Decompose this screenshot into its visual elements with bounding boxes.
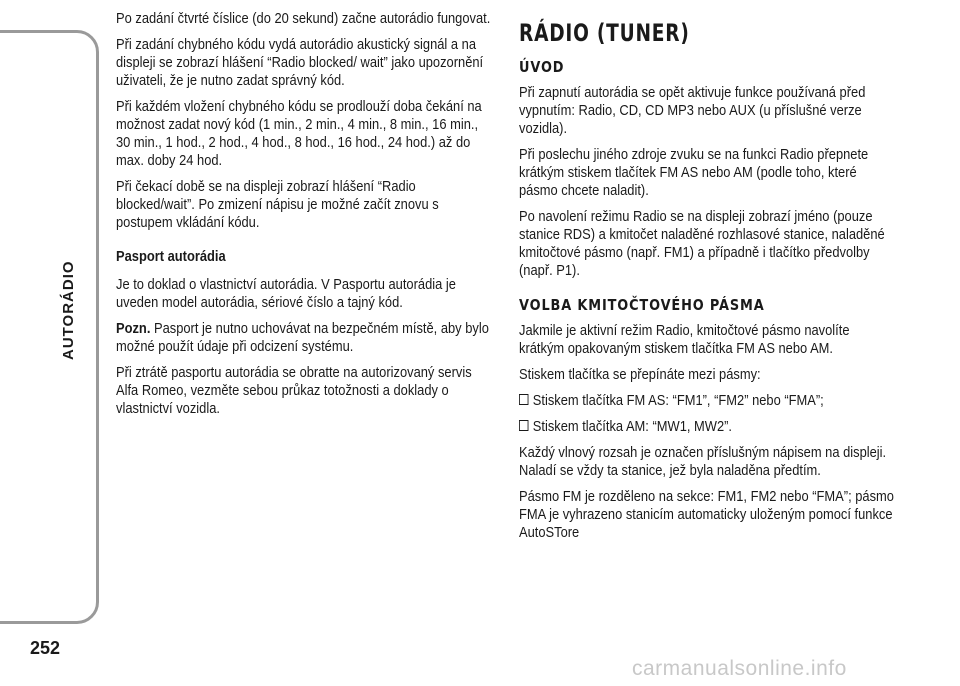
sidebar [0,0,101,686]
left-column [116,10,492,426]
note-label: Pozn. [116,320,151,337]
bullet-item [519,392,897,410]
checkbox-bullet-icon [519,420,528,431]
watermark: carmanualsonline.info [632,657,847,680]
paragraph: Při čekací době se na displeji zobrazí hlášení “Radio blocked/wait”. Po zmizení nápisu je možné začít znovu s postupem vkládání kódu. [116,178,439,231]
paragraph: Po navolení režimu Radio se na displeji zobrazí jméno (pouze stanice RDS) a kmitočet naladěné rozhlasové stanice, naladěné kmitočtové pásmo (např. FM1) a případně i tlačítko předvolby (např. P1). [519,208,885,279]
section-tab [0,30,99,624]
note-paragraph [116,320,492,356]
checkbox-bullet-icon [519,394,528,405]
section-title: AUTORÁDIO [60,260,77,360]
bullet-text: Stiskem tlačítka FM AS: “FM1”, “FM2” nebo “FMA”; [532,392,824,409]
heading-radio-tuner: RÁDIO (TUNER) [519,19,690,47]
paragraph: Při poslechu jiného zdroje zvuku se na funkci Radio přepnete krátkým stiskem tlačítek FM AS nebo AM (podle toho, které pásmo chcete naladit). [519,146,869,199]
paragraph: Při zadání chybného kódu vydá autorádio akustický signál a na displeji se zobrazí hlášení “Radio blocked/ wait” jako upozornění uživateli, že je nutno zadat správný kód. [116,36,484,89]
heading-volba: VOLBA KMITOČTOVÉHO PÁSMA [519,296,765,314]
paragraph: Při každém vložení chybného kódu se prodlouží doba čekání na možnost zadat nový kód (1 min., 2 min., 4 min., 8 min., 16 min., 30 min., 1 hod., 2 hod., 4 hod., 8 hod., 16 hod., 24 hod.) až do max. doby 24 hod. [116,98,482,169]
bullet-text: Stiskem tlačítka AM: “MW1, MW2”. [532,418,733,435]
page-number: 252 [30,638,61,658]
paragraph: Stiskem tlačítka se přepínáte mezi pásmy: [519,366,761,383]
paragraph: Při ztrátě pasportu autorádia se obratte na autorizovaný servis Alfa Romeo, vezměte sebou průkaz totožnosti a doklady o vlastnictví vozidla. [116,364,472,417]
heading-uvod: ÚVOD [519,58,565,76]
paragraph: Každý vlnový rozsah je označen příslušným nápisem na displeji. Naladí se vždy ta stanice, jež byla naladěna předtím. [519,444,887,479]
right-column [519,10,897,550]
paragraph: Jakmile je aktivní režim Radio, kmitočtové pásmo navolíte krátkým opakovaným stiskem tlačítka FM AS nebo AM. [519,322,850,357]
bullet-item [519,418,897,436]
note-text: Pasport je nutno uchovávat na bezpečném místě, aby bylo možné použít údaje při odcizení systému. [116,320,489,355]
paragraph: Při zapnutí autorádia se opět aktivuje funkce používaná před vypnutím: Radio, CD, CD MP3 nebo AUX (u příslušné verze vozidla). [519,84,866,137]
paragraph: Pásmo FM je rozděleno na sekce: FM1, FM2 nebo “FMA”; pásmo FMA je vyhrazeno stanicím automaticky uloženým pomocí funkce AutoSTore [519,488,894,541]
paragraph: Je to doklad o vlastnictví autorádia. V Pasportu autorádia je uveden model autorádia, sériové číslo a tajný kód. [116,276,456,311]
heading-pasport: Pasport autorádia [116,248,226,265]
paragraph: Po zadání čtvrté číslice (do 20 sekund) začne autorádio fungovat. [116,10,491,27]
